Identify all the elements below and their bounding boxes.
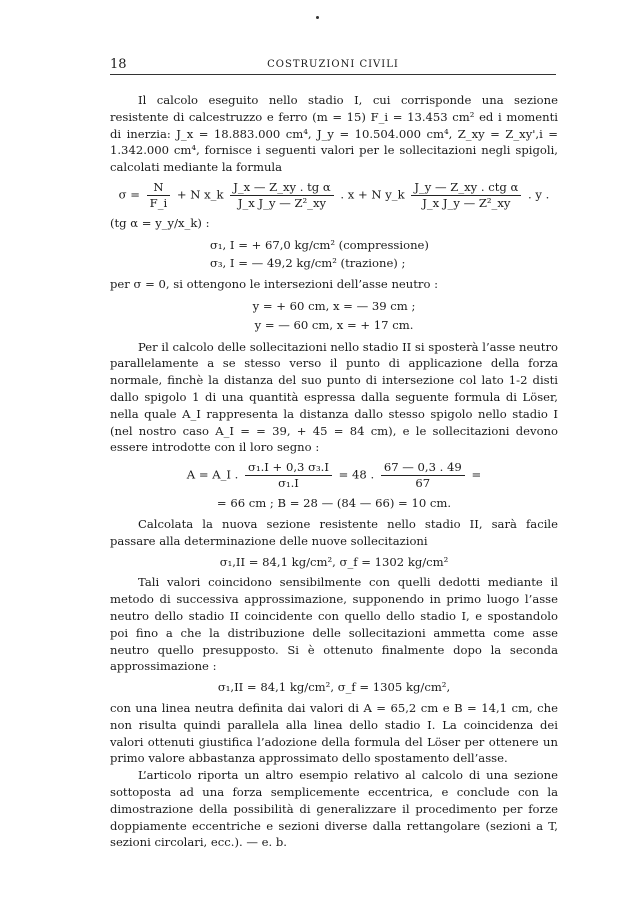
fraction-numeric xyxy=(381,460,465,491)
stage-two-result: σ₁,II = 84,1 kg/cm², σ_f = 1302 kg/cm² xyxy=(219,554,449,569)
fraction-denominator: 67 xyxy=(415,476,431,491)
running-title: COSTRUZIONI CIVILI xyxy=(267,59,399,70)
fraction-numerator: 67 — 0,3 . 49 xyxy=(381,460,465,476)
fraction-x-term xyxy=(230,180,334,211)
fraction-numerator: J_x — Z_xy . tg α xyxy=(230,180,334,196)
tangent-note: (tg α = y_y/x_k) : xyxy=(110,215,210,230)
fraction-numerator: σ₁.I + 0,3 σ₃.I xyxy=(245,460,332,476)
paragraph-stage-two: Per il calcolo delle sollecitazioni nello stadio II si sposterà l’asse neutro parallelamente a se stesso verso il punto di applicazione della forza normale, finchè la distanza del suo punto di intersezione col lato 1-2 disti dallo spigolo 1 di una quantità espressa dalla seguente formula di Löser, nella quale A_I rappresenta la distanza dallo stesso spigolo nello stadio I (nel nostro caso A_I = = 39, + 45 = 84 cm), e le sollecitazioni devono essere introdotte con il loro segno : xyxy=(110,339,558,455)
stress-formula xyxy=(110,180,558,211)
stress-tension: σ₃, I = — 49,2 kg/cm² (trazione) ; xyxy=(210,255,406,270)
intersection-line: y = + 60 cm, x = — 39 cm ; xyxy=(252,298,416,313)
page-number: 18 xyxy=(110,57,127,72)
paragraph-conclusion: L’articolo riporta un altro esempio relativo al calcolo di una sezione sottoposta ad una forza semplicemente eccentrica, e conclude con la dimostrazione della possibilità di generalizzare il procedimento per forze doppiamente eccentriche e sezioni diverse dalla rettangolare (sezioni a T, sezioni circolari, ecc.). — e. b. xyxy=(110,768,558,850)
header-rule xyxy=(110,74,556,75)
formula-tail: = xyxy=(471,467,482,482)
neutral-axis-intersections xyxy=(110,297,558,335)
fraction-y-term xyxy=(411,180,521,211)
sigma-zero-text: per σ = 0, si ottengono le intersezioni dell’asse neutro : xyxy=(110,276,439,291)
formula-term: . x + N y_k xyxy=(340,187,405,202)
fraction-sigma-ratio xyxy=(245,460,332,491)
paragraph-approximation: Tali valori coincidono sensibilmente con quelli dedotti mediante il metodo di successiva approssimazione, supponendo in primo luogo l’asse neutro dello stadio II coincidente con quello dello stadio I, e spostandolo poi fino a che la distribuzione delle sollecitazioni ammetta come asse neutro quello presupposto. Si è ottenuto finalmente dopo la seconda approssimazione : xyxy=(110,575,558,674)
fraction-n-over-f xyxy=(147,180,171,211)
second-approximation-result: σ₁,II = 84,1 kg/cm², σ_f = 1305 kg/cm², xyxy=(217,680,451,695)
stress-values xyxy=(110,236,558,272)
fraction-denominator: J_x J_y — Z²_xy xyxy=(237,195,327,210)
fraction-denominator: σ₁.I xyxy=(278,476,299,491)
loser-formula-result: = 66 cm ; B = 28 — (84 — 66) = 10 cm. xyxy=(216,496,452,511)
intersection-line: y = — 60 cm, x = + 17 cm. xyxy=(254,317,414,332)
print-dot xyxy=(316,16,319,19)
formula-lhs: σ = xyxy=(118,187,140,202)
paragraph-neutral-line: con una linea neutra definita dai valori di A = 65,2 cm e B = 14,1 cm, che non risulta quindi parallela alla linea dello stadio I. La coincidenza dei valori ottenuti giustifica l’adozione della formula del Löser per ottenere un primo valore abbastanza approssimato dello spostamento dell’asse. xyxy=(110,700,558,766)
formula-lhs: A = A_I . xyxy=(186,467,239,482)
article-body xyxy=(110,92,558,851)
loser-formula xyxy=(110,460,558,491)
page-header xyxy=(110,57,556,73)
fraction-numerator: N xyxy=(147,180,171,196)
formula-term: + N x_k xyxy=(176,187,224,202)
formula-tail: . y . xyxy=(528,187,550,202)
fraction-numerator: J_y — Z_xy . ctg α xyxy=(411,180,521,196)
fraction-denominator: F_i xyxy=(149,195,168,210)
paragraph-new-section: Calcolata la nuova sezione resistente nello stadio II, sarà facile passare alla determinazione delle nuove sollecitazioni xyxy=(110,516,558,548)
fraction-denominator: J_x J_y — Z²_xy xyxy=(422,195,511,210)
stress-compression: σ₁, I = + 67,0 kg/cm² (compressione) xyxy=(210,237,429,252)
paragraph-stage-one: Il calcolo eseguito nello stadio I, cui corrisponde una sezione resistente di calcestruzzo e ferro (m = 15) F_i = 13.453 cm² ed i momenti di inerzia: J_x = 18.883.000 cm⁴, J_y = 10.504.000 cm⁴, Z_xy = Z_xy',i = 1.342.000 cm⁴, fornisce i seguenti valori per le sollecitazioni negli spigoli, calcolati mediante la formula xyxy=(110,93,558,175)
formula-term: = 48 . xyxy=(338,467,375,482)
